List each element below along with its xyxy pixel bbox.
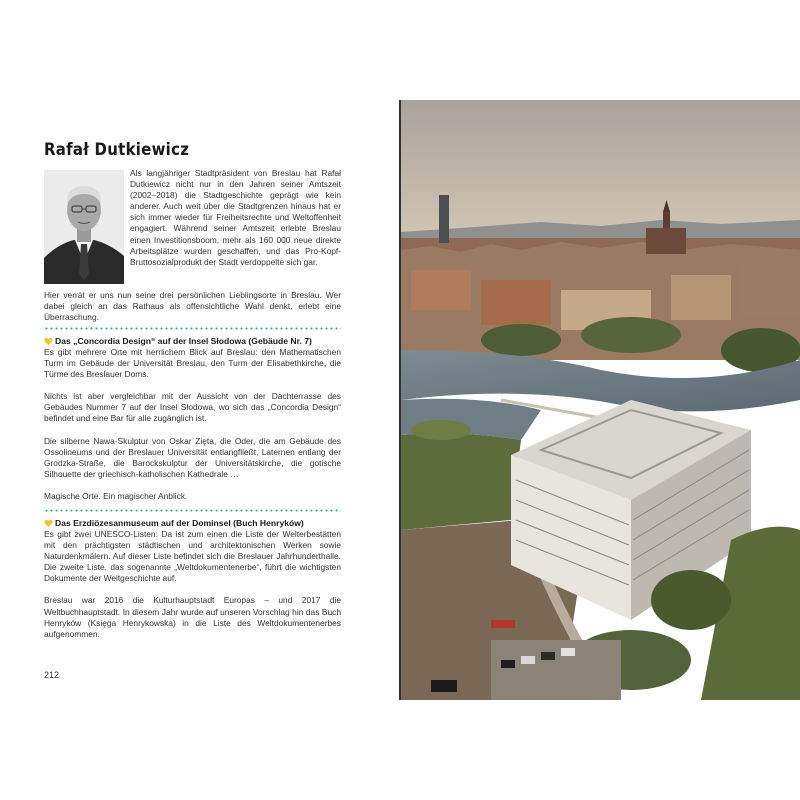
- heart-icon: [44, 519, 53, 528]
- portrait-photo: [44, 170, 124, 284]
- section-heading: [44, 336, 341, 347]
- section-paragraph: Die silberne Nawa-Skulptur von Oskar Zięta, die Oder, die am Gebäude des Ossolineums und der Breslauer Universität entlangfließt, Laternen entlang der Grodzka-Straße, die Barockskulptur der Universitätskirche, die gotische Silhouette der griechisch-katholischen Kathedrale …: [44, 435, 341, 479]
- section-divider: [44, 327, 341, 330]
- section-heading-text: Das Erzdiözesanmuseum auf der Dominsel (Buch Henryków): [55, 518, 304, 528]
- section-paragraph: Es gibt mehrere Orte mit herrlichem Blick auf Breslau: den Mathematischen Turm im Gebäude der Universität Breslau, den Turm der Elisabethkirche, die Türme des Breslauer Doms.: [44, 347, 341, 380]
- intro-paragraph: Als langjähriger Stadtpräsident von Breslau hat Rafał Dutkiewicz nicht nur in den Jahren seiner Amtszeit (2002–2018) die Stadtgeschichte geprägt wie kein anderer. Auch weit über die Stadtgrenzen hinaus hat er sich immer wieder für Freiheitsrechte und Weltoffenheit engagiert. Während seiner Amtszeit erlebte Breslau einen Investitionsboom, mehr als 160 000 neue direkte Arbeitsplätze wurden geschaffen, und das Pro-Kopf-Bruttosozialprodukt der Stadt verdoppelte sich gar.: [130, 168, 341, 267]
- page-title: Rafał Dutkiewicz: [44, 140, 190, 160]
- section-divider: [44, 509, 341, 512]
- page-number: 212: [44, 670, 60, 680]
- section-heading: [44, 518, 341, 529]
- section-paragraph: Nichts ist aber vergleichbar mit der Aussicht von der Dachterrasse des Gebäudes Nummer 7 auf der Insel Słodowa, wo sich das „Concordia Design“ befindet und eine Bar für alle zugänglich ist.: [44, 391, 341, 424]
- heart-icon: [44, 337, 53, 346]
- section-concordia: [44, 336, 341, 502]
- section-paragraph: Breslau war 2016 die Kulturhauptstadt Europas – und 2017 die Weltbuchhauptstadt. In diesem Jahr wurde auf unseren Vorschlag hin das Buch Henryków (Księga Henrykowska) in die Liste des Weltdokumentenerbes aufgenommen.: [44, 595, 341, 639]
- section-heading-text: Das „Concordia Design“ auf der Insel Słodowa (Gebäude Nr. 7): [55, 336, 312, 346]
- section-paragraph: Magische Orte. Ein magischer Anblick.: [44, 490, 188, 501]
- section-museum: [44, 518, 341, 640]
- lead-paragraph: Hier verrät er uns nun seine drei persönlichen Lieblingsorte in Breslau. Wer dabei gleich an das Rathaus als offensichtliche Wahl denkt, erlebt eine Überraschung.: [44, 290, 341, 323]
- aerial-city-photo: [401, 100, 800, 700]
- section-paragraph: Es gibt zwei UNESCO-Listen: Da ist zum einen die Liste der Welterbestätten mit den prächtigsten städtischen und architektonischen Werken sowie Naturdenkmälern. Auf dieser Liste befindet sich die Breslauer Jahrhunderthalle. Die zweite Liste, das sogenannte „Weltdokumentenerbe“, führt die wichtigsten Dokumente der Weltgeschichte auf.: [44, 529, 341, 584]
